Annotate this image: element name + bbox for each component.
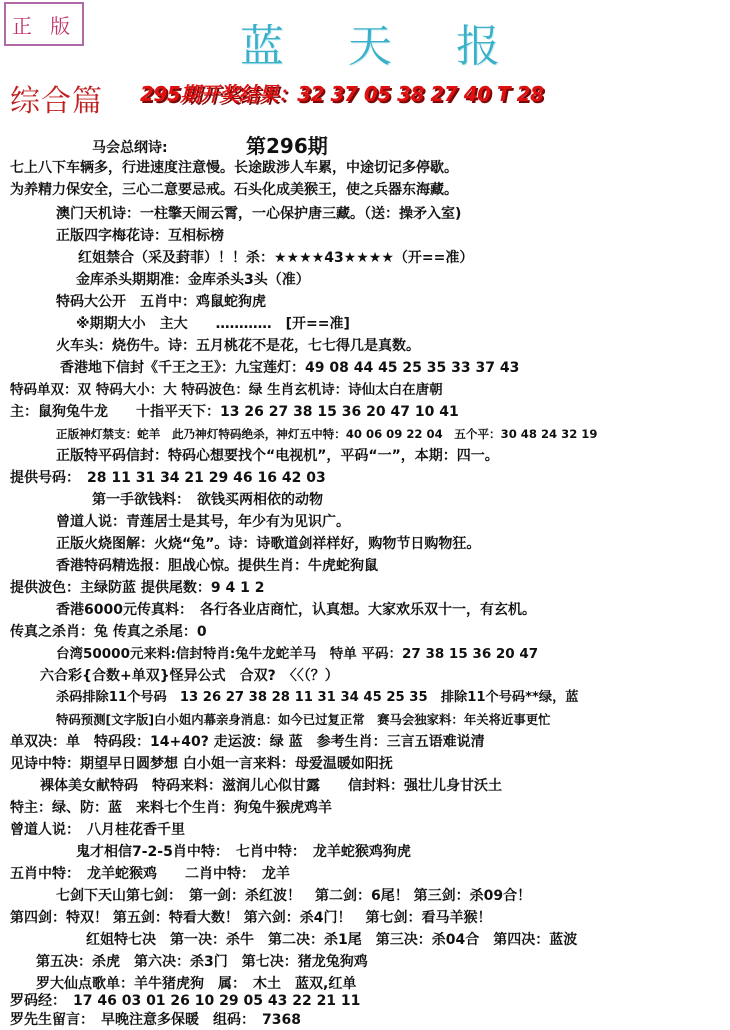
text-line: 见诗中特：期望早日圆梦想 白小姐一言来料：母爱温暖如阳抚 xyxy=(10,756,393,772)
text-line: 香港地下信封《千王之王》：九宝莲灯：49 08 44 45 25 35 33 37 43 xyxy=(60,360,520,376)
text-line: 第五决：杀虎 第六决：杀3门 第七决：猪龙兔狗鸡 xyxy=(36,954,368,970)
text-line: 杀码排除11个号码 13 26 27 38 28 11 31 34 45 25 35 排除11个号码**绿，蓝 xyxy=(56,690,579,705)
text-line: 七剑下天山第七剑： 第一剑：杀红波！ 第二剑：6尾！ 第三剑：杀09合！ xyxy=(56,888,532,904)
text-line: 正版火烧图解：火烧“兔”。诗：诗歌道剑祥样好，购物节日购物狂。 xyxy=(56,536,481,552)
text-line: 金库杀头期期准：金库杀头3头（准） xyxy=(76,272,310,288)
text-line: 澳门天机诗：一柱擎天闹云霄，一心保护唐三藏。（送：操矛入室) xyxy=(56,206,462,222)
issue-number: 第296期 xyxy=(246,134,328,158)
text-line: 特码单双：双 特码大小：大 特码波色：绿 生肖玄机诗：诗仙太白在唐朝 xyxy=(10,382,443,398)
text-line: 罗先生留言： 早晚注意多保暖 组码： 7368 xyxy=(10,1012,301,1028)
text-line: 七上八下车辆多，行进速度注意慢。长途跋涉人车累，中途切记多停歇。 xyxy=(10,160,458,176)
title-char-1: 蓝 xyxy=(240,21,284,72)
text-line: 红姐特七决 第一决：杀牛 第二决：杀1尾 第三决：杀04合 第四决：蓝波 xyxy=(86,932,578,948)
text-line: 曾道人说： 八月桂花香千里 xyxy=(10,822,185,838)
page-title xyxy=(240,12,500,72)
title-char-3: 报 xyxy=(456,21,500,72)
text-line: 主：鼠狗兔牛龙 十指平天下：13 26 27 38 15 36 20 47 10 41 xyxy=(10,404,459,420)
text-line: 单双决：单 特码段：14+40? 走运波：绿 蓝 参考生肖：三言五语难说清 xyxy=(10,734,485,750)
text-line: 鬼才相信7-2-5肖中特： 七肖中特： 龙羊蛇猴鸡狗虎 xyxy=(76,844,411,860)
text-line: 火车头：烧伤牛。诗：五月桃花不是花，七七得几是真数。 xyxy=(56,338,420,354)
text-line: 提供号码： 28 11 31 34 21 29 46 16 42 03 xyxy=(10,470,326,486)
section-label: 综合篇 xyxy=(10,84,103,119)
text-line: 特码预测[文字版]白小姐内幕亲身消息：如今已过复正常 赛马会独家料：年关将近事更忙 xyxy=(56,712,551,727)
text-line: 特主：绿、防：蓝 来料七个生肖：狗兔牛猴虎鸡羊 xyxy=(10,800,332,816)
text-line: 香港特码精选报：胆战心惊。提供生肖：牛虎蛇狗鼠 xyxy=(56,558,378,574)
text-line: 马会总纲诗: xyxy=(92,140,168,156)
text-line: 正版四字梅花诗：互相标榜 xyxy=(56,228,224,244)
text-line: 第四剑：特双！ 第五剑：特看大数！ 第六剑：杀4门！ 第七剑：看马羊猴！ xyxy=(10,910,492,926)
text-line: 正版特平码信封：特码心想要找个“电视机”，平码“一”，本期：四一。 xyxy=(56,448,499,464)
text-line: 罗大仙点歌单：羊牛猪虎狗 属： 木土 蓝双,红单 xyxy=(36,976,357,992)
text-line: 第一手欲钱料： 欲钱买两相依的动物 xyxy=(92,492,323,508)
text-line: 曾道人说：青莲居士是其号，年少有为见识广。 xyxy=(56,514,350,530)
text-line: ※期期大小 主大 ………… [开==准] xyxy=(76,316,350,332)
text-line: 罗码经： 17 46 03 01 26 10 29 05 43 22 21 11 xyxy=(10,993,361,1009)
text-line: 为养精力保安全，三心二意要忌戒。石头化成美猴王，使之兵器东海藏。 xyxy=(10,182,458,198)
text-line: 提供波色：主绿防蓝 提供尾数：9 4 1 2 xyxy=(10,580,265,596)
text-line: 香港6000元传真料： 各行各业店商忙，认真想。大家欢乐双十一，有玄机。 xyxy=(56,602,536,618)
text-line: 六合彩{合数+单双}怪异公式 合双? 〈〈（？） xyxy=(40,668,339,684)
title-char-2: 天 xyxy=(348,21,392,72)
text-line: 正版神灯禁支：蛇羊 此乃神灯特码绝杀，神灯五中特：40 06 09 22 04 五个平：30 48 24 32 19 xyxy=(56,427,598,441)
text-line: 特码大公开 五肖中：鸡鼠蛇狗虎 xyxy=(56,294,266,310)
draw-result: 295期开奖结果：32 37 05 38 27 40 T 28 xyxy=(140,82,544,106)
text-line: 台湾50000元来料:信封特肖:兔牛龙蛇羊马 特单 平码：27 38 15 36 20 47 xyxy=(56,646,539,662)
text-line: 五肖中特： 龙羊蛇猴鸡 二肖中特： 龙羊 xyxy=(10,866,290,882)
text-line: 红姐禁合（采及葑菲）！！杀：★★★★43★★★★（开==准） xyxy=(78,250,474,266)
text-line: 裸体美女献特码 特码来料：滋润儿心似甘露 信封料：强壮儿身甘沃土 xyxy=(40,778,502,794)
genuine-badge: 正 版 xyxy=(4,2,84,46)
text-line: 传真之杀肖：兔 传真之杀尾：0 xyxy=(10,624,207,640)
